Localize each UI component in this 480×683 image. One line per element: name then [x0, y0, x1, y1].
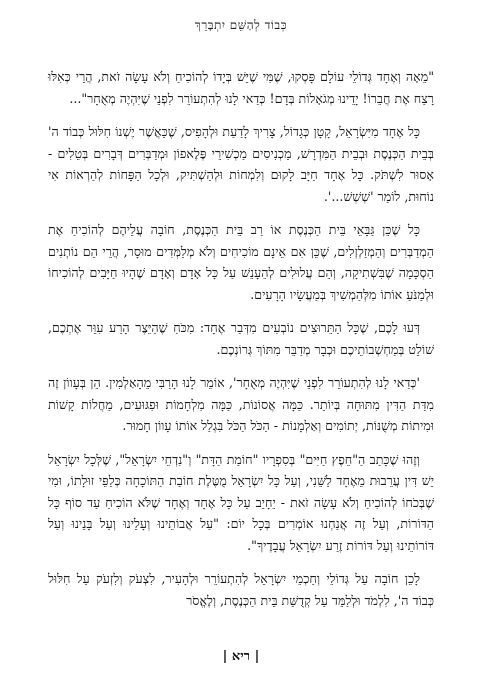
book-page: [48, 0, 434, 683]
paragraph: לָכֵן חוֹבָה עַל גְּדוֹלֵי וְחַכְמֵי יִשְׂרָאֵל לְהִתְעוֹרֵר וּלְהָעִיר, לִצְעֹק וְלִזְעֹק עַל חִלּוּל כְּבוֹד ה', לִלְמֹד וּלְלַמֵּד עַל קְדֻשַּׁת בֵּית הַכְּנֶסֶת, וְלֶאֱסֹר: [48, 571, 434, 608]
page-number: | ריא |: [222, 649, 260, 664]
page-body: [48, 66, 434, 623]
paragraph: כָּל אֶחָד מִיִּשְׂרָאֵל, קָטָן כְּגָדוֹל, צָרִיךְ לָדַעַת וּלְהָפִיס, שֶׁכַּאֲשֶׁר יֶשְׁנוֹ חִלּוּל כְּבוֹד ה' בְּבֵית הַכְּנֶסֶת וּבְבֵית הַמִּדְרָשׁ, מַכְנִיסִים מַכְשִׁירֵי פֶּלֶאפוֹן וּמְדַבְּרִים דְּבָרִים בְּטֵלִים - אָסוּר לִשְׁתֹּק. כָּל אֶחָד חַיָּב לָקוּם וְלִמְחוֹת וּלְהַשְׁתִּיק, וּלְכָל הַפָּחוֹת לְהַרְאוֹת אִי נוֹחוּת, לוֹמַר 'שְׁשְׁשׁ...'.: [48, 124, 434, 204]
paragraph: כָּל שֶׁכֵּן גַּבָּאֵי בֵּית הַכְּנֶסֶת אוֹ רַב בֵּית הַכְּנֶסֶת, חוֹבָה עֲלֵיהֶם לְהוֹכִיחַ אֶת הַמְדַבְּרִים וְהַמְזַלְזְלִים, שֶׁכֵּן אִם אֵינָם מוֹכִיחִים וְלֹא מְלַמְּדִים מוּסָר, הֲרֵי הֵם נוֹתְנִים הַסְכָּמָה שֶׁבִּשְׁתִיקָה, וְהֵם עֲלוּלִים לְהֵעָנֵשׁ עַל כָּל אָדָם וְאָדָם שֶׁהָיוּ חַיָּבִים לְהוֹכִיחוֹ וּלְמַנֹּעַ אוֹתוֹ מִלְּהַמְשִׁיךְ בְּמַעֲשָׂיו הָרָעִים.: [48, 222, 434, 302]
paragraph: 'כְּדַאי לָנוּ לְהִתְעוֹרֵר לִפְנֵי שֶׁיִּהְיֶה מְאֻחָר', אוֹמֵר לָנוּ הָרַבִּי מֵהָאַלְמִין. הֵן בְּעָווֹן זֶה מִדַּת הַדִּין מִתּוּחָה בְּיוֹתֵר. כַּמָּה אֲסוֹנוֹת, כַּמָּה מִלְחָמוֹת וּפִגּוּעִים, מַחֲלוֹת קָשׁוֹת וּמִיתוֹת מְשֻׁנּוֹת, יְתוֹמִים וְאַלְמָנוֹת - הַכֹּל הַכֹּל בִּגְלַל אוֹתוֹ עָווֹן חָמוּר.: [48, 375, 434, 433]
paragraph: דְּעוּ לָכֶם, שֶׁכָּל הַתֵּרוּצִים נוֹבְעִים מִדְּבַר אֶחָד: מִכֹּחַ שֶׁהַיֵּצֶר הָרַע עִוֵּר אֶתְכֶם, שׁוֹלֵט בְּמַחְשְׁבוֹתֵיכֶם וּכְבָר מְדַבֵּר מִתּוֹךְ גְּרוֹנְכֶם.: [48, 320, 434, 357]
paragraph: וְזֶהוּ שֶׁכָּתַב הַ"חֵפֶץ חַיִּים" בְּסִפְרָיו "חוֹמַת הַדָּת" וְ"נִדְחֵי יִשְׂרָאֵל", שֶׁלְּכָל יִשְׂרָאֵל יֵשׁ דִּין עֲרֵבוּת מֵאֶחָד לַשֵּׁנִי, וְעַל כָּל יִשְׂרָאֵל מֻטֶּלֶת חוֹבַת הַתּוֹכָחָה כְּלַפֵּי זוּלָתוֹ, וּמִי שֶׁבְּכֹחוֹ לְהוֹכִיחַ וְלֹא עָשָׂה זֹאת - יֵחָיֵב עַל כָּל אֶחָד וְאֶחָד שֶׁלֹּא הוֹכִיחַ עַד סוֹף כָּל הַדּוֹרוֹת, וְעַל זֶה אֲנַחְנוּ אוֹמְרִים בְּכָל יוֹם: "עַל אֲבוֹתֵינוּ וְעָלֵינוּ וְעַל בָּנֵינוּ וְעַל דּוֹרוֹתֵינוּ וְעַל דּוֹרוֹת זֶרַע יִשְׂרָאֵל עֲבָדֶיךָ".: [48, 451, 434, 553]
paragraph: "מֵאָה וְאֶחָד גְּדוֹלֵי עוֹלָם פָּסְקוּ, שֶׁמִּי שֶׁיֵּשׁ בְּיָדוֹ לְהוֹכִיחַ וְלֹא עָשָׂה זֹאת, הֲרֵי כְּאִלּוּ רָצַח אֶת חֲבֵרוֹ! יָדֵינוּ מְגֹאָלוֹת בְּדָם! כְּדַאי לָנוּ לְהִתְעוֹרֵר לִפְנֵי שֶׁיִּהְיֶה מְאֻחָר"...: [48, 69, 434, 106]
running-header: כְּבוֹד לְהַשֵּׁם יִתְבָּרֵךְ: [194, 18, 288, 32]
